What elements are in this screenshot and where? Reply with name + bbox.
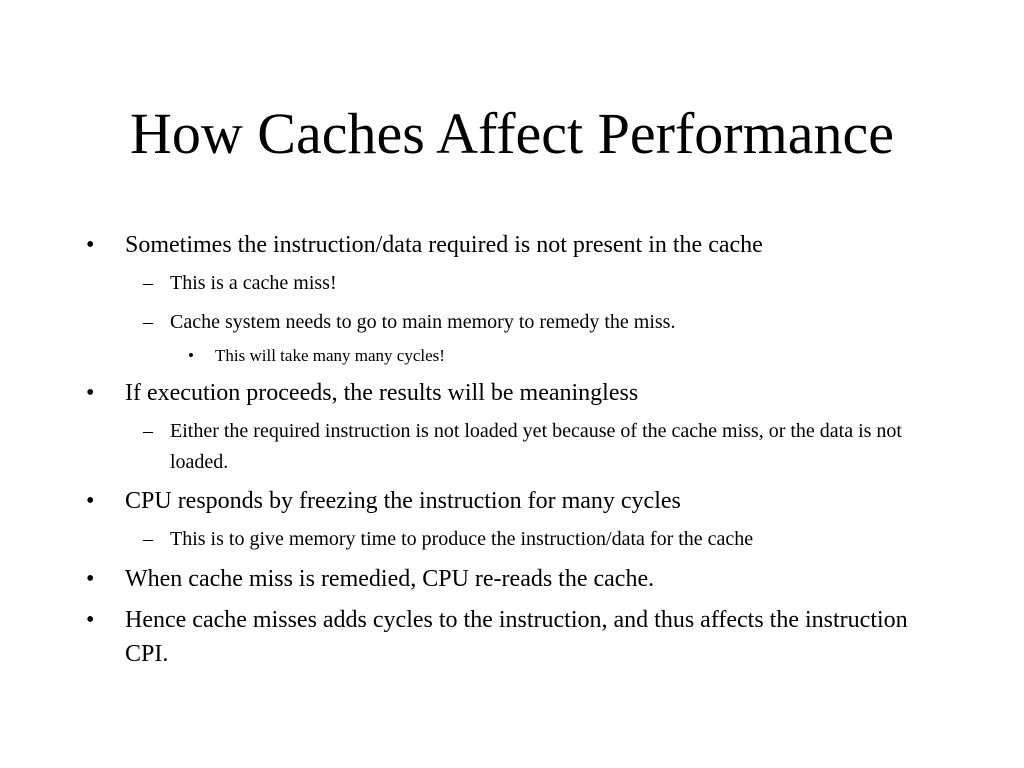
list-item-text: Cache system needs to go to main memory to remedy the miss.	[170, 311, 676, 333]
list-item-text: If execution proceeds, the results will be meaningless	[125, 380, 639, 406]
bullet-marker: •	[86, 380, 95, 406]
list-item-text: This is to give memory time to produce the instruction/data for the cache	[170, 528, 754, 550]
bullet-marker: •	[86, 607, 95, 633]
bullet-marker: •	[86, 232, 95, 258]
list-item-text: Sometimes the instruction/data required is not present in the cache	[125, 232, 763, 258]
slide-title: How Caches Affect Performance	[130, 101, 894, 166]
dash-marker: –	[143, 528, 153, 550]
bullet-marker: •	[188, 346, 194, 365]
bullet-marker: •	[86, 488, 95, 514]
bullet-marker: •	[86, 566, 95, 592]
dash-marker: –	[143, 272, 153, 294]
list-item-text: Hence cache misses adds cycles to the instruction, and thus affects the instruction CPI.	[125, 607, 908, 667]
list-item-text: When cache miss is remedied, CPU re-reads the cache.	[125, 566, 655, 592]
dash-marker: –	[143, 420, 153, 442]
list-item-text: CPU responds by freezing the instruction for many cycles	[125, 488, 681, 514]
list-item-text: This is a cache miss!	[170, 272, 337, 294]
list-item-text: This will take many many cycles!	[215, 346, 445, 365]
list-item-text: Either the required instruction is not loaded yet because of the cache miss, or the data is not loaded.	[170, 420, 902, 473]
dash-marker: –	[143, 311, 153, 333]
